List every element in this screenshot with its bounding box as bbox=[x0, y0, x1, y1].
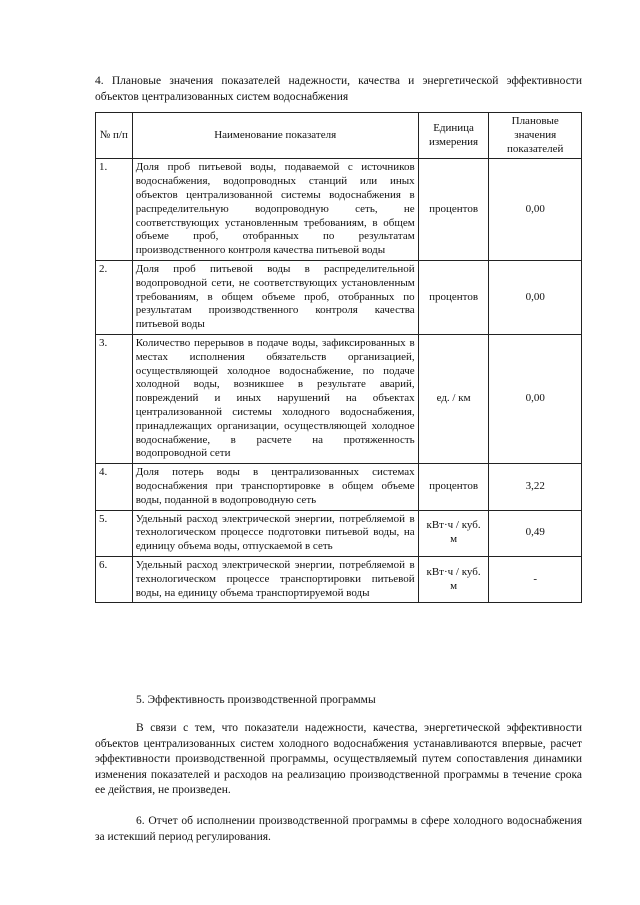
indicators-table bbox=[95, 112, 582, 603]
header-unit: Единица измерения bbox=[418, 113, 489, 159]
row-value: 0,00 bbox=[489, 260, 582, 334]
table-row bbox=[96, 334, 582, 463]
row-num: 2. bbox=[96, 260, 133, 334]
section-6-paragraph: 6. Отчет об исполнении производственной программы в сфере холодного водоснабжения за истекший период регулирования. bbox=[95, 815, 582, 843]
table-header-row bbox=[96, 113, 582, 159]
row-unit: процентов bbox=[418, 464, 489, 510]
header-num: № п/п bbox=[96, 113, 133, 159]
table-row bbox=[96, 510, 582, 556]
row-name: Доля потерь воды в централизованных системах водоснабжения при транспортировке в общем объеме воды, поданной в водопроводную сеть bbox=[132, 464, 418, 510]
row-value: 0,00 bbox=[489, 334, 582, 463]
row-num: 6. bbox=[96, 556, 133, 602]
row-num: 5. bbox=[96, 510, 133, 556]
row-unit: процентов bbox=[418, 260, 489, 334]
row-unit: ед. / км bbox=[418, 334, 489, 463]
row-value: - bbox=[489, 556, 582, 602]
row-value: 0,00 bbox=[489, 159, 582, 261]
row-unit: процентов bbox=[418, 159, 489, 261]
section-5-heading: 5. Эффективность производственной программы bbox=[136, 694, 376, 706]
header-name: Наименование показателя bbox=[132, 113, 418, 159]
row-name: Доля проб питьевой воды в распределительной водопроводной сети, не соответствующих установленным требованиям, в общем объеме проб, отобранных по результатам производственного контроля качества питьевой воды bbox=[132, 260, 418, 334]
row-name: Доля проб питьевой воды, подаваемой с источников водоснабжения, водопроводных станций или иных объектов централизованной системы водоснабжения в распределительную водопроводную сеть, не соответствующих установленным требованиям, в общем объеме проб, отобранных по результатам производственного контроля качества питьевой воды bbox=[132, 159, 418, 261]
table-row bbox=[96, 556, 582, 602]
row-name: Количество перерывов в подаче воды, зафиксированных в местах исполнения обязательств организацией, осуществляющей холодное водоснабжение, по подаче холодной воды, возникшее в результате аварий, повреждений и иных нарушений на объектах централизованной системы холодного водоснабжения, принадлежащих организации, осуществляющей холодное водоснабжение, в расчете на протяженность водопроводной сети bbox=[132, 334, 418, 463]
row-name: Удельный расход электрической энергии, потребляемой в технологическом процессе подготовки питьевой воды, на единицу объема воды, отпускаемой в сеть bbox=[132, 510, 418, 556]
table-row bbox=[96, 159, 582, 261]
row-unit: кВт·ч / куб. м bbox=[418, 510, 489, 556]
row-num: 1. bbox=[96, 159, 133, 261]
section-5-paragraph: В связи с тем, что показатели надежности, качества, энергетической эффективности объектов централизованных систем холодного водоснабжения устанавливаются впервые, расчет эффективности производственной программы, осуществляемый путем сопоставления динамики изменения показателей и расходов на реализацию производственной программы в течение срока ее действия, не произведен. bbox=[95, 722, 582, 796]
row-value: 0,49 bbox=[489, 510, 582, 556]
header-value: Плановые значения показателей bbox=[489, 113, 582, 159]
row-name: Удельный расход электрической энергии, потребляемой в технологическом процессе транспортировки питьевой воды, на единицу объема транспортируемой воды bbox=[132, 556, 418, 602]
row-num: 4. bbox=[96, 464, 133, 510]
row-value: 3,22 bbox=[489, 464, 582, 510]
table-row bbox=[96, 260, 582, 334]
row-num: 3. bbox=[96, 334, 133, 463]
table-row bbox=[96, 464, 582, 510]
row-unit: кВт·ч / куб. м bbox=[418, 556, 489, 602]
section-4-title: 4. Плановые значения показателей надежности, качества и энергетической эффективности объектов централизованных систем водоснабжения bbox=[95, 75, 582, 103]
